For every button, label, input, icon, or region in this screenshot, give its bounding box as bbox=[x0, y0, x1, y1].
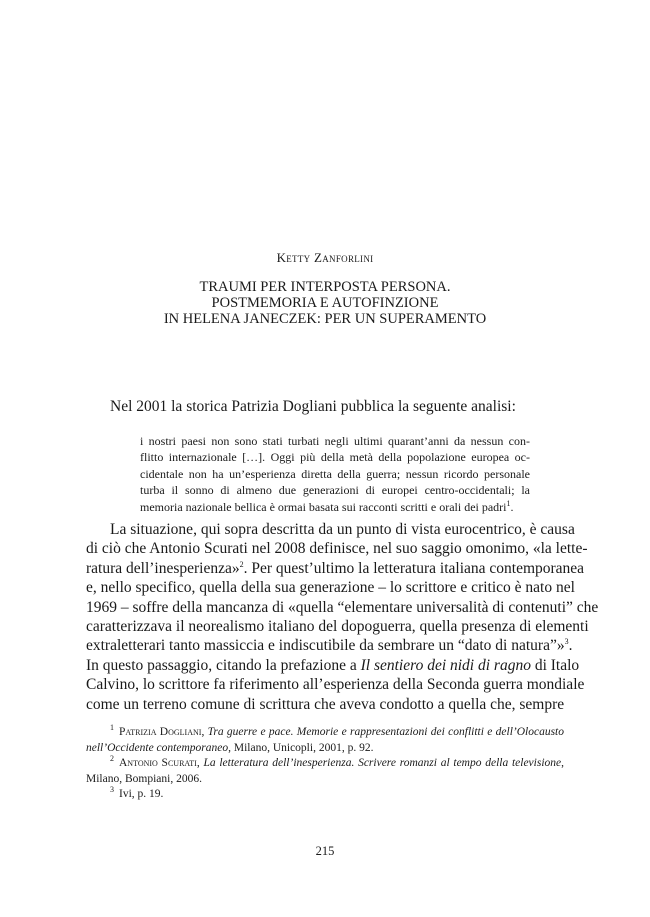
footnote-title: nell’Occidente contemporaneo bbox=[86, 741, 229, 754]
quote-line: turba il sonno di almeno due generazioni di europei centro-occidentali; la bbox=[140, 483, 530, 498]
body-line: caratterizzava il neorealismo italiano del dopoguerra, quella presenza di elementi bbox=[86, 617, 589, 635]
body-text: . bbox=[568, 637, 573, 655]
body-text: . Per quest’ultimo la letteratura italiana contemporanea bbox=[243, 559, 585, 577]
quote-line bbox=[140, 499, 530, 515]
author-name: Ketty Zanforlini bbox=[276, 250, 374, 265]
body-line bbox=[86, 636, 573, 655]
body-text: In questo passaggio, citando la prefazione a bbox=[86, 656, 361, 674]
body-text: di Italo bbox=[530, 656, 580, 674]
footnote-1-cont bbox=[86, 741, 564, 757]
footnote-author: Patrizia Dogliani bbox=[119, 726, 202, 738]
page-number: 215 bbox=[315, 844, 335, 858]
footnote-number: 3 bbox=[110, 785, 114, 795]
footnote-sep: , bbox=[196, 757, 204, 769]
body-line: e, nello specifico, quella della sua generazione – lo scrittore e critico è nato nel bbox=[86, 579, 575, 597]
quote-line: flitto internazionale […]. Oggi più della metà della popolazione europea oc- bbox=[140, 450, 530, 465]
title-line-1: TRAUMI PER INTERPOSTA PERSONA. bbox=[199, 279, 451, 295]
body-text: extraletterari tanto massiccia e indiscutibile da sembrare un “dato di natura”» bbox=[86, 637, 565, 655]
quote-line: cidentale non ha un’esperienza diretta della guerra; nessun ricordo personale bbox=[140, 466, 530, 481]
footnote-text: Ivi, p. 19. bbox=[119, 788, 164, 800]
footnote-title: La letteratura dell’inesperienza. Scrivere romanzi al tempo della televisione bbox=[203, 757, 562, 769]
title-line-2: POSTMEMORIA E AUTOFINZIONE bbox=[211, 295, 439, 311]
footnote-author: Antonio Scurati bbox=[119, 757, 197, 769]
footnote-3 bbox=[86, 787, 564, 803]
body-line: Calvino, lo scrittore fa riferimento all’esperienza della Seconda guerra mondiale bbox=[86, 676, 585, 694]
footnote-ref-2[interactable]: 2 bbox=[239, 559, 244, 569]
intro-paragraph: Nel 2001 la storica Patrizia Dogliani pubblica la seguente analisi: bbox=[110, 398, 516, 415]
quote-line: i nostri paesi non sono stati turbati negli ultimi quarant’anni da nessun con- bbox=[140, 434, 530, 448]
footnote-ref-3[interactable]: 3 bbox=[564, 637, 569, 647]
footnote-publisher: , Milano, Unicopli, 2001, p. 92. bbox=[228, 741, 374, 754]
book-title-italic: Il sentiero dei nidi di ragno bbox=[360, 656, 531, 674]
body-paragraph bbox=[86, 520, 599, 714]
quote-end: . bbox=[510, 499, 514, 514]
body-line: La situazione, qui sopra descritta da un punto di vista eurocentrico, è causa bbox=[110, 521, 575, 538]
body-line: 1969 – soffre della mancanza di «quella “elementare universalità di contenuti” che bbox=[86, 598, 599, 616]
footnote-2 bbox=[86, 756, 564, 772]
footnote-title: Tra guerre e pace. Memorie e rappresentazioni dei conflitti e dell’Olocausto bbox=[207, 726, 564, 738]
footnote-number: 1 bbox=[110, 723, 114, 733]
footnote-1 bbox=[86, 725, 564, 741]
body-line bbox=[86, 559, 585, 578]
body-text: ratura dell’inesperienza» bbox=[86, 559, 240, 577]
quote-text: memoria nazionale bellica è ormai basata sui racconti scritti e orali dei padri bbox=[140, 499, 507, 514]
footnote-2-cont: Milano, Bompiani, 2006. bbox=[86, 772, 202, 785]
footnote-sep: , bbox=[561, 757, 564, 769]
body-line bbox=[86, 656, 580, 675]
body-line: di ciò che Antonio Scurati nel 2008 definisce, nel suo saggio omonimo, «la lette- bbox=[86, 540, 588, 558]
block-quote bbox=[140, 433, 530, 515]
footnote-sep: , bbox=[201, 726, 208, 738]
footnote-ref-1[interactable]: 1 bbox=[506, 498, 511, 508]
title-line-3: IN HELENA JANECZEK: PER UN SUPERAMENTO bbox=[163, 311, 487, 327]
body-line: come un terreno comune di scrittura che aveva condotto a quella che, sempre bbox=[86, 695, 565, 713]
footnotes bbox=[86, 725, 564, 803]
article-title bbox=[0, 279, 650, 327]
footnote-number: 2 bbox=[110, 754, 114, 764]
